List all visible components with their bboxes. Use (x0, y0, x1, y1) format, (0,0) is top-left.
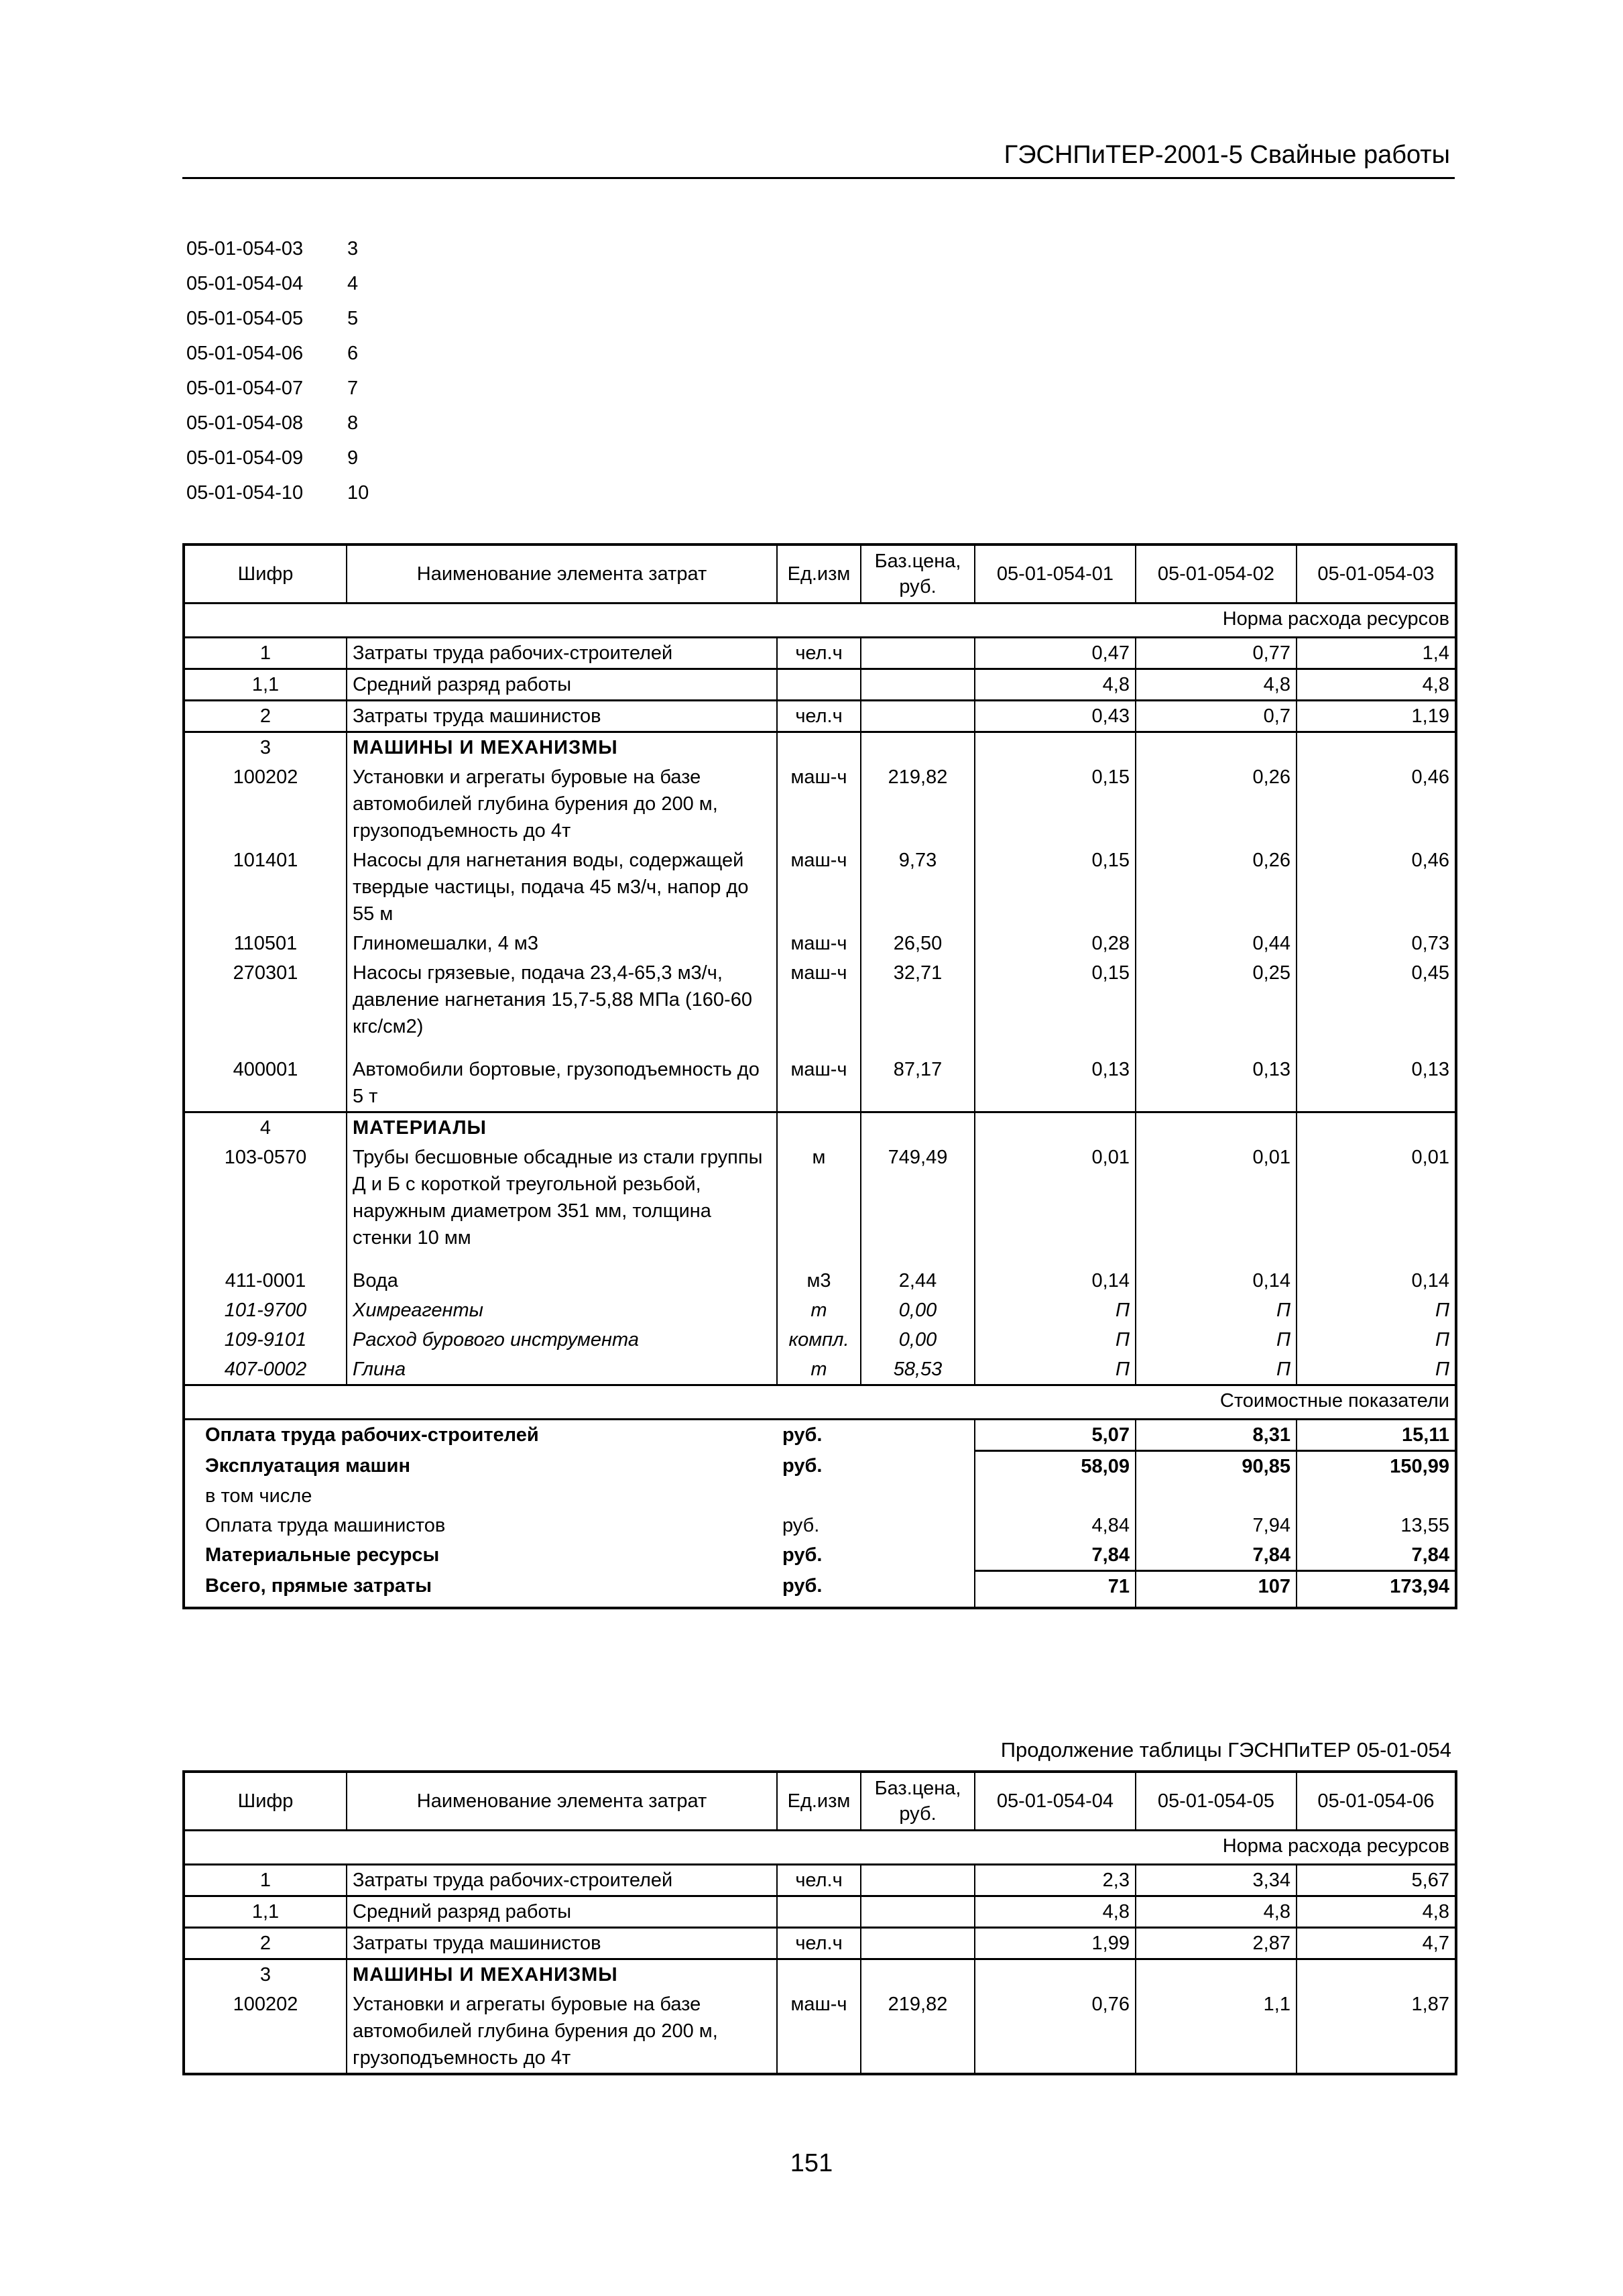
table-row (184, 1266, 1456, 1296)
row-value-1: 1,99 (975, 1928, 1136, 1959)
cost-value-1: 7,84 (975, 1540, 1136, 1571)
row-value-3: П (1297, 1325, 1456, 1355)
row-code: 411-0001 (225, 1270, 306, 1292)
header-shifr: Шифр (184, 1772, 347, 1831)
table-row (184, 1055, 1456, 1112)
table-row (184, 1355, 1456, 1385)
table-row (184, 1928, 1456, 1959)
cost-value-3: 173,94 (1297, 1571, 1456, 1609)
empty-cell (861, 1112, 975, 1143)
code-list-code: 05-01-054-07 (186, 378, 304, 399)
row-code: 110501 (233, 933, 298, 954)
row-price: 9,73 (861, 846, 975, 929)
empty-cell (975, 1959, 1136, 1990)
header-col-1: 05-01-054-04 (975, 1772, 1136, 1831)
row-value-1: 4,8 (975, 669, 1136, 701)
row-value-1: 0,76 (975, 1990, 1136, 2074)
row-value-2: 0,25 (1136, 958, 1297, 1055)
table-row (184, 701, 1456, 732)
cost-value-3: 7,84 (1297, 1540, 1456, 1571)
row-value-1: П (975, 1325, 1136, 1355)
row-name: Средний разряд работы (347, 1896, 777, 1928)
empty-cell (975, 1112, 1136, 1143)
cost-unit: руб. (782, 1424, 823, 1446)
row-value-2: 0,01 (1136, 1143, 1297, 1266)
row-name: Установки и агрегаты буровые на базе автомобилей глубина бурения до 200 м, грузоподъемность до 4т (347, 762, 777, 846)
row-unit: м (812, 1147, 826, 1168)
row-value-3: 4,8 (1297, 1896, 1456, 1928)
row-value-1: 0,15 (975, 846, 1136, 929)
header-name: Наименование элемента затрат (347, 1772, 777, 1831)
cost-row (184, 1420, 1456, 1451)
cost-unit: руб. (782, 1574, 823, 1597)
header-shifr: Шифр (184, 544, 347, 604)
row-name: Насосы для нагнетания воды, содержащей твердые частицы, подача 45 м3/ч, напор до 55 м (347, 846, 777, 929)
code-list-number: 9 (347, 447, 359, 469)
cost-row (184, 1571, 1456, 1609)
code-list-code: 05-01-054-08 (186, 412, 304, 434)
row-price: 87,17 (861, 1055, 975, 1112)
row-price: 58,53 (861, 1355, 975, 1385)
row-code: 1,1 (184, 669, 347, 701)
row-value-3: 0,45 (1297, 958, 1456, 1055)
row-value-2: 4,8 (1136, 669, 1297, 701)
row-price (861, 1896, 975, 1928)
code-list (186, 231, 369, 510)
cost-value-3: 13,55 (1297, 1511, 1456, 1540)
cost-row (184, 1481, 1456, 1511)
table-row (184, 929, 1456, 958)
code-list-number: 10 (347, 482, 369, 504)
row-price (861, 1928, 975, 1959)
row-value-3: 4,8 (1297, 669, 1456, 701)
row-value-3: 0,01 (1297, 1143, 1456, 1266)
row-value-2: 0,7 (1136, 701, 1297, 732)
row-value-1: 4,8 (975, 1896, 1136, 1928)
cost-band: Стоимостные показатели (184, 1385, 1456, 1420)
cost-label: Оплата труда машинистов (205, 1515, 446, 1536)
row-price: 749,49 (861, 1143, 975, 1266)
row-name: Затраты труда рабочих-строителей (347, 638, 777, 669)
cost-value-2: 7,94 (1136, 1511, 1297, 1540)
cost-row (184, 1511, 1456, 1540)
row-price: 26,50 (861, 929, 975, 958)
empty-cell (1136, 732, 1297, 763)
empty-cell (861, 1540, 975, 1571)
cost-value-2: 8,31 (1136, 1420, 1297, 1451)
header-price: Баз.цена, руб. (861, 1772, 975, 1831)
empty-cell (975, 1481, 1136, 1511)
row-code: 407-0002 (224, 1359, 307, 1380)
row-value-3: 0,14 (1297, 1266, 1456, 1296)
section-title: МАШИНЫ И МЕХАНИЗМЫ (347, 732, 777, 763)
code-list-item (186, 406, 369, 441)
row-value-2: 2,87 (1136, 1928, 1297, 1959)
empty-cell (777, 1959, 861, 1990)
row-value-2: 0,26 (1136, 846, 1297, 929)
cost-unit: руб. (782, 1515, 820, 1536)
row-price: 219,82 (861, 762, 975, 846)
row-value-1: П (975, 1355, 1136, 1385)
table-row (184, 958, 1456, 1055)
code-list-number: 5 (347, 308, 359, 329)
code-list-code: 05-01-054-05 (186, 308, 304, 329)
empty-cell (777, 1481, 861, 1511)
row-value-3: 1,87 (1297, 1990, 1456, 2074)
cost-value-1: 5,07 (975, 1420, 1136, 1451)
code-list-code: 05-01-054-04 (186, 273, 304, 294)
row-value-1: П (975, 1296, 1136, 1325)
code-list-code: 05-01-054-06 (186, 343, 304, 364)
cost-row (184, 1540, 1456, 1571)
row-code: 109-9101 (224, 1329, 307, 1351)
empty-cell (1136, 1112, 1297, 1143)
row-price (861, 1865, 975, 1896)
cost-unit: руб. (782, 1454, 823, 1477)
row-value-1: 0,01 (975, 1143, 1136, 1266)
header-col-2: 05-01-054-02 (1136, 544, 1297, 604)
row-code: 400001 (233, 1059, 298, 1080)
header-col-3: 05-01-054-06 (1297, 1772, 1456, 1831)
row-unit: чел.ч (795, 642, 843, 664)
row-name: Насосы грязевые, подача 23,4-65,3 м3/ч, давление нагнетания 15,7-5,88 МПа (160-60 кгс/см2) (347, 958, 777, 1055)
row-value-3: 0,46 (1297, 762, 1456, 846)
row-name: Глиномешалки, 4 м3 (347, 929, 777, 958)
code-list-code: 05-01-054-10 (186, 482, 304, 504)
row-code: 3 (184, 1959, 347, 1990)
cost-unit: руб. (782, 1544, 823, 1566)
cost-value-2: 90,85 (1136, 1451, 1297, 1482)
row-unit: т (810, 1359, 827, 1380)
row-value-3: 1,19 (1297, 701, 1456, 732)
row-unit: чел.ч (777, 1928, 861, 1959)
table-row (184, 669, 1456, 701)
row-value-1: 2,3 (975, 1865, 1136, 1896)
row-code: 2 (184, 701, 347, 732)
row-name: Вода (347, 1266, 777, 1296)
empty-cell (1136, 1481, 1297, 1511)
code-list-code: 05-01-054-03 (186, 238, 304, 260)
header-col-3: 05-01-054-03 (1297, 544, 1456, 604)
row-value-2: 0,26 (1136, 762, 1297, 846)
page-number: 151 (790, 2149, 833, 2177)
empty-cell (1297, 732, 1456, 763)
cost-value-2: 7,84 (1136, 1540, 1297, 1571)
row-value-1: 0,28 (975, 929, 1136, 958)
cost-band-row (184, 1385, 1456, 1420)
section-title: МАШИНЫ И МЕХАНИЗМЫ (347, 1959, 777, 1990)
row-value-3: 0,46 (1297, 846, 1456, 929)
code-list-item (186, 336, 369, 371)
empty-cell (861, 1481, 975, 1511)
code-list-number: 7 (347, 378, 359, 399)
table-header-row (184, 1772, 1456, 1831)
cost-label: Материальные ресурсы (205, 1544, 440, 1566)
row-code: 4 (184, 1112, 347, 1143)
code-list-number: 6 (347, 343, 359, 364)
row-code: 2 (184, 1928, 347, 1959)
row-unit: чел.ч (795, 1870, 843, 1891)
row-name: Трубы бесшовные обсадные из стали группы Д и Б с короткой треугольной резьбой, наружным диаметром 351 мм, толщина стенки 10 мм (347, 1143, 777, 1266)
row-unit: чел.ч (777, 701, 861, 732)
section-title: МАТЕРИАЛЫ (347, 1112, 777, 1143)
empty-cell (861, 732, 975, 763)
norm-band: Норма расхода ресурсов (184, 604, 1456, 638)
row-value-2: П (1136, 1355, 1297, 1385)
cost-row (184, 1451, 1456, 1482)
section-row (184, 732, 1456, 763)
norm-band-row (184, 604, 1456, 638)
code-list-number: 8 (347, 412, 359, 434)
table-row (184, 1296, 1456, 1325)
empty-cell (1297, 1112, 1456, 1143)
empty-cell (975, 732, 1136, 763)
row-unit (777, 669, 861, 701)
code-list-item (186, 475, 369, 510)
row-unit: компл. (788, 1329, 849, 1351)
row-value-1: 0,14 (975, 1266, 1136, 1296)
empty-cell (1136, 1959, 1297, 1990)
empty-cell (861, 1451, 975, 1482)
cost-label: Эксплуатация машин (205, 1454, 411, 1477)
norm-band-row (184, 1831, 1456, 1865)
row-name: Средний разряд работы (347, 669, 777, 701)
empty-cell (861, 1511, 975, 1540)
table-row (184, 1896, 1456, 1928)
row-price (861, 669, 975, 701)
table-header-row (184, 544, 1456, 604)
row-value-2: 0,14 (1136, 1266, 1297, 1296)
cost-label: Оплата труда рабочих-строителей (205, 1424, 539, 1446)
header-name: Наименование элемента затрат (347, 544, 777, 604)
empty-cell (777, 732, 861, 763)
header-col-1: 05-01-054-01 (975, 544, 1136, 604)
row-name: Затраты труда машинистов (347, 1928, 777, 1959)
empty-cell (777, 1112, 861, 1143)
code-list-item (186, 371, 369, 406)
row-value-1: 0,15 (975, 958, 1136, 1055)
table-row (184, 762, 1456, 846)
resource-table-2 (182, 1770, 1457, 2075)
row-name: Расход бурового инструмента (347, 1325, 777, 1355)
empty-cell (1297, 1959, 1456, 1990)
cost-value-1: 58,09 (975, 1451, 1136, 1482)
row-name: Химреагенты (347, 1296, 777, 1325)
cost-value-1: 71 (975, 1571, 1136, 1609)
row-unit: маш-ч (790, 1059, 847, 1080)
empty-cell (861, 1959, 975, 1990)
row-code: 1 (259, 642, 272, 664)
empty-cell (861, 1420, 975, 1451)
row-code: 1 (259, 1870, 272, 1891)
row-price (861, 638, 975, 669)
row-unit: маш-ч (790, 1994, 847, 2015)
row-value-2: 1,1 (1136, 1990, 1297, 2074)
header-unit: Ед.изм (777, 544, 861, 604)
row-price (861, 701, 975, 732)
code-list-item (186, 301, 369, 336)
cost-value-1: 4,84 (975, 1511, 1136, 1540)
code-list-item (186, 266, 369, 301)
continuation-caption: Продолжение таблицы ГЭСНПиТЕР 05-01-054 (1000, 1738, 1451, 1762)
row-value-2: 3,34 (1136, 1865, 1297, 1896)
table-row (184, 638, 1456, 669)
row-name: Глина (347, 1355, 777, 1385)
header-col-2: 05-01-054-05 (1136, 1772, 1297, 1831)
row-value-1: 0,15 (975, 762, 1136, 846)
header-price: Баз.цена, руб. (861, 544, 975, 604)
row-unit: маш-ч (790, 933, 847, 954)
table-row (184, 1865, 1456, 1896)
code-list-number: 3 (347, 238, 359, 260)
row-name: Затраты труда рабочих-строителей (347, 1865, 777, 1896)
row-value-2: 4,8 (1136, 1896, 1297, 1928)
code-list-number: 4 (347, 273, 359, 294)
row-unit: маш-ч (790, 766, 847, 788)
row-code: 101-9700 (224, 1300, 307, 1321)
row-code: 1,1 (184, 1896, 347, 1928)
row-value-3: 1,4 (1297, 638, 1456, 669)
running-header: ГЭСНПиТЕР-2001-5 Свайные работы (1004, 141, 1450, 169)
code-list-item (186, 231, 369, 266)
empty-cell (1297, 1481, 1456, 1511)
header-unit: Ед.изм (777, 1772, 861, 1831)
row-unit: маш-ч (790, 850, 847, 871)
empty-cell (861, 1571, 975, 1609)
norm-band: Норма расхода ресурсов (184, 1831, 1456, 1865)
row-value-3: П (1297, 1355, 1456, 1385)
row-value-1: 0,43 (975, 701, 1136, 732)
table-row (184, 1990, 1456, 2074)
row-price: 0,00 (861, 1296, 975, 1325)
row-code: 100202 (233, 766, 298, 788)
row-code: 270301 (233, 962, 298, 984)
row-code: 101401 (233, 850, 298, 871)
row-value-2: 0,13 (1136, 1055, 1297, 1112)
row-price: 0,00 (861, 1325, 975, 1355)
row-value-3: 4,7 (1297, 1928, 1456, 1959)
header-rule (182, 177, 1455, 179)
row-name: Автомобили бортовые, грузоподъемность до 5 т (347, 1055, 777, 1112)
cost-value-3: 150,99 (1297, 1451, 1456, 1482)
row-value-2: 0,44 (1136, 929, 1297, 958)
row-price: 219,82 (861, 1990, 975, 2074)
section-row (184, 1112, 1456, 1143)
row-unit: т (810, 1300, 827, 1321)
cost-value-2: 107 (1136, 1571, 1297, 1609)
cost-value-3: 15,11 (1297, 1420, 1456, 1451)
row-value-1: 0,47 (975, 638, 1136, 669)
table-row (184, 1143, 1456, 1266)
row-code: 3 (184, 732, 347, 763)
row-price: 2,44 (861, 1266, 975, 1296)
row-unit (777, 1896, 861, 1928)
row-name: Затраты труда машинистов (347, 701, 777, 732)
row-value-3: 0,73 (1297, 929, 1456, 958)
row-value-3: П (1297, 1296, 1456, 1325)
row-value-3: 5,67 (1297, 1865, 1456, 1896)
table-row (184, 1325, 1456, 1355)
code-list-item (186, 441, 369, 475)
row-unit: маш-ч (790, 962, 847, 984)
row-price: 32,71 (861, 958, 975, 1055)
table-row (184, 846, 1456, 929)
section-row (184, 1959, 1456, 1990)
row-value-1: 0,13 (975, 1055, 1136, 1112)
code-list-code: 05-01-054-09 (186, 447, 304, 469)
cost-label: Всего, прямые затраты (205, 1574, 432, 1597)
row-code: 100202 (233, 1994, 298, 2015)
row-code: 103-0570 (224, 1147, 307, 1168)
row-value-2: П (1136, 1296, 1297, 1325)
row-value-2: 0,77 (1136, 638, 1297, 669)
row-unit: м3 (806, 1270, 831, 1292)
cost-label: в том числе (205, 1485, 312, 1507)
row-value-3: 0,13 (1297, 1055, 1456, 1112)
resource-table-1 (182, 543, 1457, 1609)
row-value-2: П (1136, 1325, 1297, 1355)
row-name: Установки и агрегаты буровые на базе автомобилей глубина бурения до 200 м, грузоподъемность до 4т (347, 1990, 777, 2074)
